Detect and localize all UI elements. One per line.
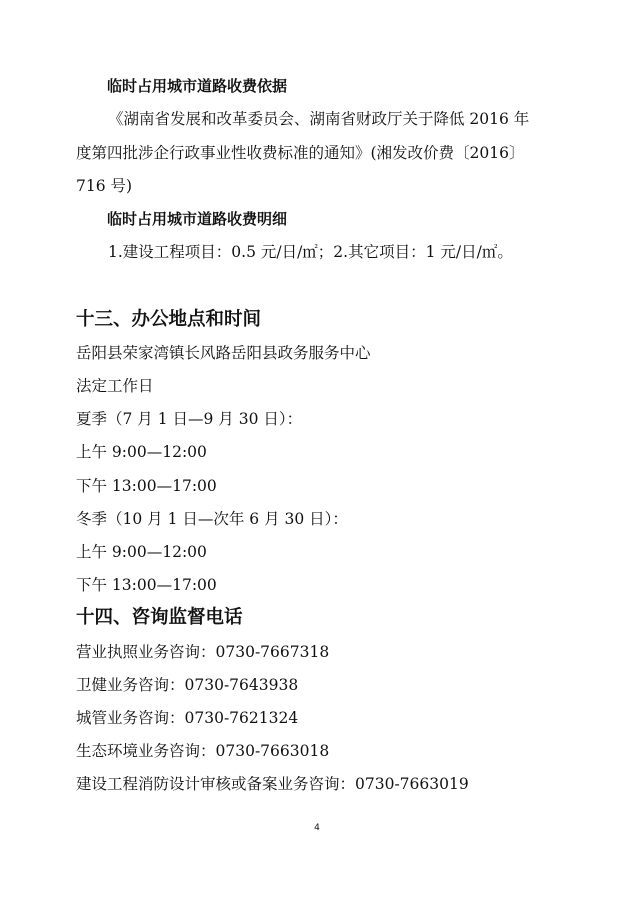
section-13-title: 十三、办公地点和时间	[76, 309, 262, 330]
hotline-business-license: 营业执照业务咨询：0730-7667318	[76, 643, 330, 661]
hotline-health: 卫健业务咨询：0730-7643938	[76, 676, 299, 694]
hotline-urban-management: 城管业务咨询：0730-7621324	[76, 709, 299, 727]
summer-afternoon-hours: 下午 13:00—17:00	[76, 477, 217, 495]
hotline-ecology-environment: 生态环境业务咨询：0730-7663018	[76, 742, 330, 760]
detail-text: 1.建设工程项目：0.5 元/日/㎡；2.其它项目：1 元/日/㎡。	[108, 243, 513, 261]
basis-text-line-2: 度第四批涉企行政事业性收费标准的通知》(湘发改价费〔2016〕	[76, 144, 525, 162]
winter-morning-hours: 上午 9:00—12:00	[76, 543, 207, 561]
detail-heading: 临时占用城市道路收费明细	[107, 210, 288, 228]
basis-heading: 临时占用城市道路收费依据	[107, 77, 288, 95]
basis-text-line-3: 716 号)	[76, 177, 133, 195]
page-number: 4	[314, 823, 320, 833]
hotline-fire-design-review: 建设工程消防设计审核或备案业务咨询：0730-7663019	[76, 775, 469, 793]
summer-period: 夏季（7 月 1 日—9 月 30 日）：	[76, 410, 303, 428]
summer-morning-hours: 上午 9:00—12:00	[76, 443, 207, 461]
winter-afternoon-hours: 下午 13:00—17:00	[76, 576, 217, 594]
workday-label: 法定工作日	[76, 377, 154, 395]
section-14-title: 十四、咨询监督电话	[76, 607, 243, 628]
office-address: 岳阳县荣家湾镇长风路岳阳县政务服务中心	[76, 344, 371, 362]
winter-period: 冬季（10 月 1 日—次年 6 月 30 日）：	[76, 510, 348, 528]
basis-text-line-1: 《湖南省发展和改革委员会、湖南省财政厅关于降低 2016 年	[108, 110, 530, 128]
